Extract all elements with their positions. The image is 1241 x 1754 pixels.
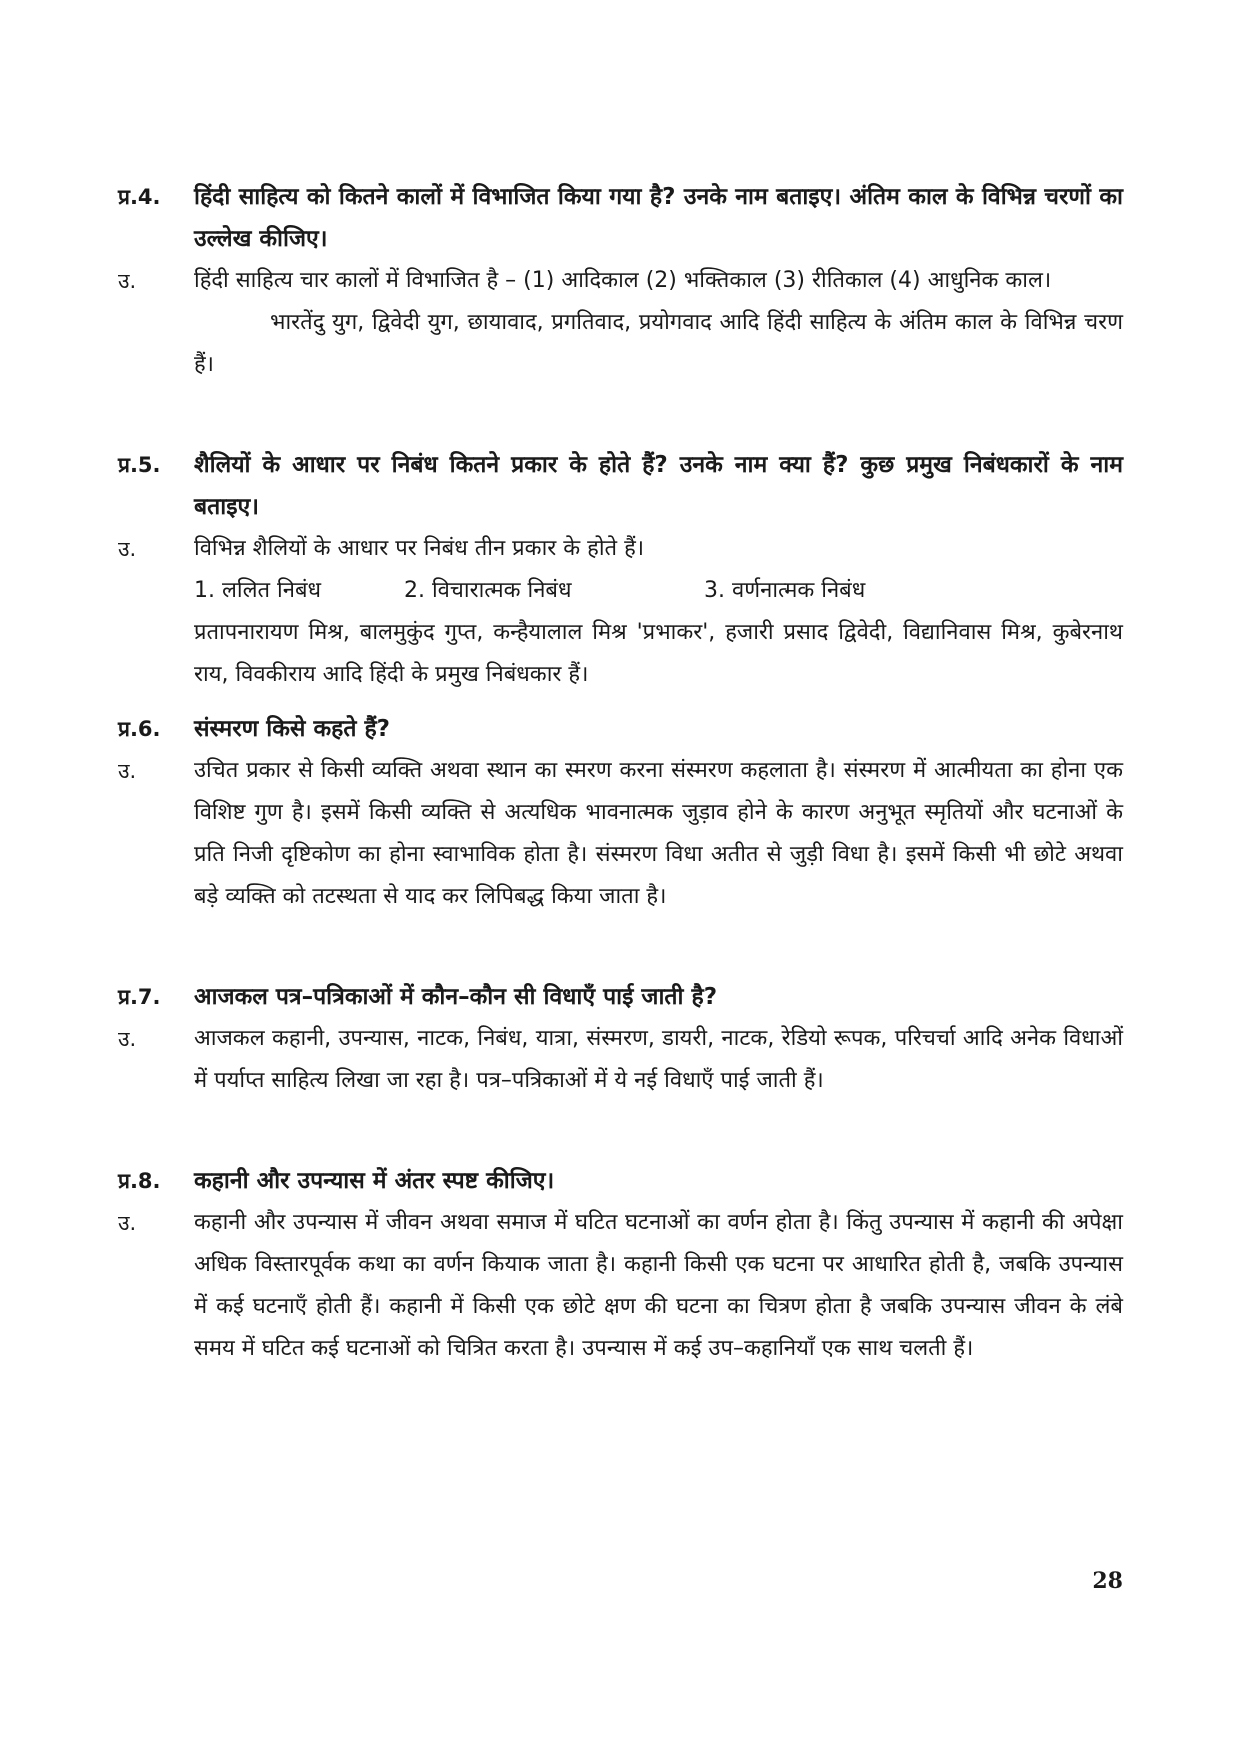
answer-text (194, 260, 1123, 386)
question-text: शैलियों के आधार पर निबंध कितने प्रकार के होते हैं? उनके नाम क्या हैं? कुछ प्रमुख निबंधकारों के नाम बताइए। (194, 452, 1123, 520)
answer-text: आजकल कहानी, उपन्यास, नाटक, निबंध, यात्रा, संस्मरण, डायरी, नाटक, रेडियो रूपक, परिचर्चा आदि अनेक विधाओं में पर्याप्त साहित्य लिखा जा रहा है। पत्र–पत्रिकाओं में ये नई विधाएँ पाई जाती हैं। (194, 1026, 1123, 1093)
answer-paragraph: हिंदी साहित्य चार कालों में विभाजित है – (1) आदिकाल (2) भक्तिकाल (3) रीतिकाल (4) आधुनिक काल। (194, 268, 1052, 293)
question-text: आजकल पत्र–पत्रिकाओं में कौन–कौन सी विधाएँ पाई जाती है? (194, 984, 718, 1010)
answer-6 (118, 750, 1123, 918)
essay-type-item: 1. ललित निबंध (194, 578, 322, 603)
essay-type-item: 3. वर्णनात्मक निबंध (704, 578, 866, 603)
answer-4 (118, 260, 1123, 386)
question-label: प्र.7. (118, 985, 161, 1009)
question-8 (118, 1160, 1123, 1202)
question-7 (118, 976, 1123, 1018)
question-block-4 (118, 176, 1123, 386)
answer-paragraph: भारतेंदु युग, द्विवेदी युग, छायावाद, प्रगतिवाद, प्रयोगवाद आदि हिंदी साहित्य के अंतिम काल के विभिन्न चरण हैं। (194, 310, 1123, 377)
answer-text: कहानी और उपन्यास में जीवन अथवा समाज में घटित घटनाओं का वर्णन होता है। किंतु उपन्यास में कहानी की अपेक्षा अधिक विस्तारपूर्वक कथा का वर्णन कियाक जाता है। कहानी किसी एक घटना पर आधारित होती है, जबकि उपन्यास में कई घटनाएँ होती हैं। कहानी में किसी एक छोटे क्षण की घटना का चित्रण होता है जबकि उपन्यास जीवन के लंबे समय में घटित कई घटनाओं को चित्रित करता है। उपन्यास में कई उप–कहानियाँ एक साथ चलती हैं। (194, 1210, 1123, 1361)
question-label: प्र.8. (118, 1169, 161, 1193)
answer-label: उ. (118, 1211, 137, 1235)
question-4 (118, 176, 1123, 260)
question-block-6 (118, 708, 1123, 918)
essay-types-list (118, 570, 1123, 612)
answer-7 (118, 1018, 1123, 1102)
answer-5-continued (118, 612, 1123, 696)
essay-type-item: 2. विचारात्मक निबंध (404, 578, 572, 603)
question-text: संस्मरण किसे कहते हैं? (194, 716, 391, 742)
question-label: प्र.5. (118, 453, 161, 477)
answer-8 (118, 1202, 1123, 1370)
question-text: हिंदी साहित्य को कितने कालों में विभाजित किया गया है? उनके नाम बताइए। अंतिम काल के विभिन्न चरणों का उल्लेख कीजिए। (194, 184, 1123, 252)
answer-text: उचित प्रकार से किसी व्यक्ति अथवा स्थान का स्मरण करना संस्मरण कहलाता है। संस्मरण में आत्मीयता का होना एक विशिष्ट गुण है। इसमें किसी व्यक्ति से अत्यधिक भावनात्मक जुड़ाव होने के कारण अनुभूत स्मृतियों और घटनाओं के प्रति निजी दृष्टिकोण का होना स्वाभाविक होता है। संस्मरण विधा अतीत से जुड़ी विधा है। इसमें किसी भी छोटे अथवा बड़े व्यक्ति को तटस्थता से याद कर लिपिबद्ध किया जाता है। (194, 758, 1123, 909)
question-block-8 (118, 1160, 1123, 1370)
answer-label: उ. (118, 759, 137, 783)
page-number: 28 (1092, 1568, 1123, 1594)
answer-text: विभिन्न शैलियों के आधार पर निबंध तीन प्रकार के होते हैं। (194, 536, 645, 561)
answer-paragraph: प्रतापनारायण मिश्र, बालमुकुंद गुप्त, कन्हैयालाल मिश्र 'प्रभाकर', हजारी प्रसाद द्विवेदी, विद्यानिवास मिश्र, कुबेरनाथ राय, विवकीराय आदि हिंदी के प्रमुख निबंधकार हैं। (194, 620, 1123, 687)
question-block-5 (118, 444, 1123, 696)
question-text: कहानी और उपन्यास में अंतर स्पष्ट कीजिए। (194, 1168, 555, 1194)
question-6 (118, 708, 1123, 750)
question-block-7 (118, 976, 1123, 1102)
answer-5 (118, 528, 1123, 570)
answer-label: उ. (118, 537, 137, 561)
answer-label: उ. (118, 269, 137, 293)
answer-label: उ. (118, 1027, 137, 1051)
question-5 (118, 444, 1123, 528)
question-label: प्र.4. (118, 185, 161, 209)
question-label: प्र.6. (118, 717, 161, 741)
